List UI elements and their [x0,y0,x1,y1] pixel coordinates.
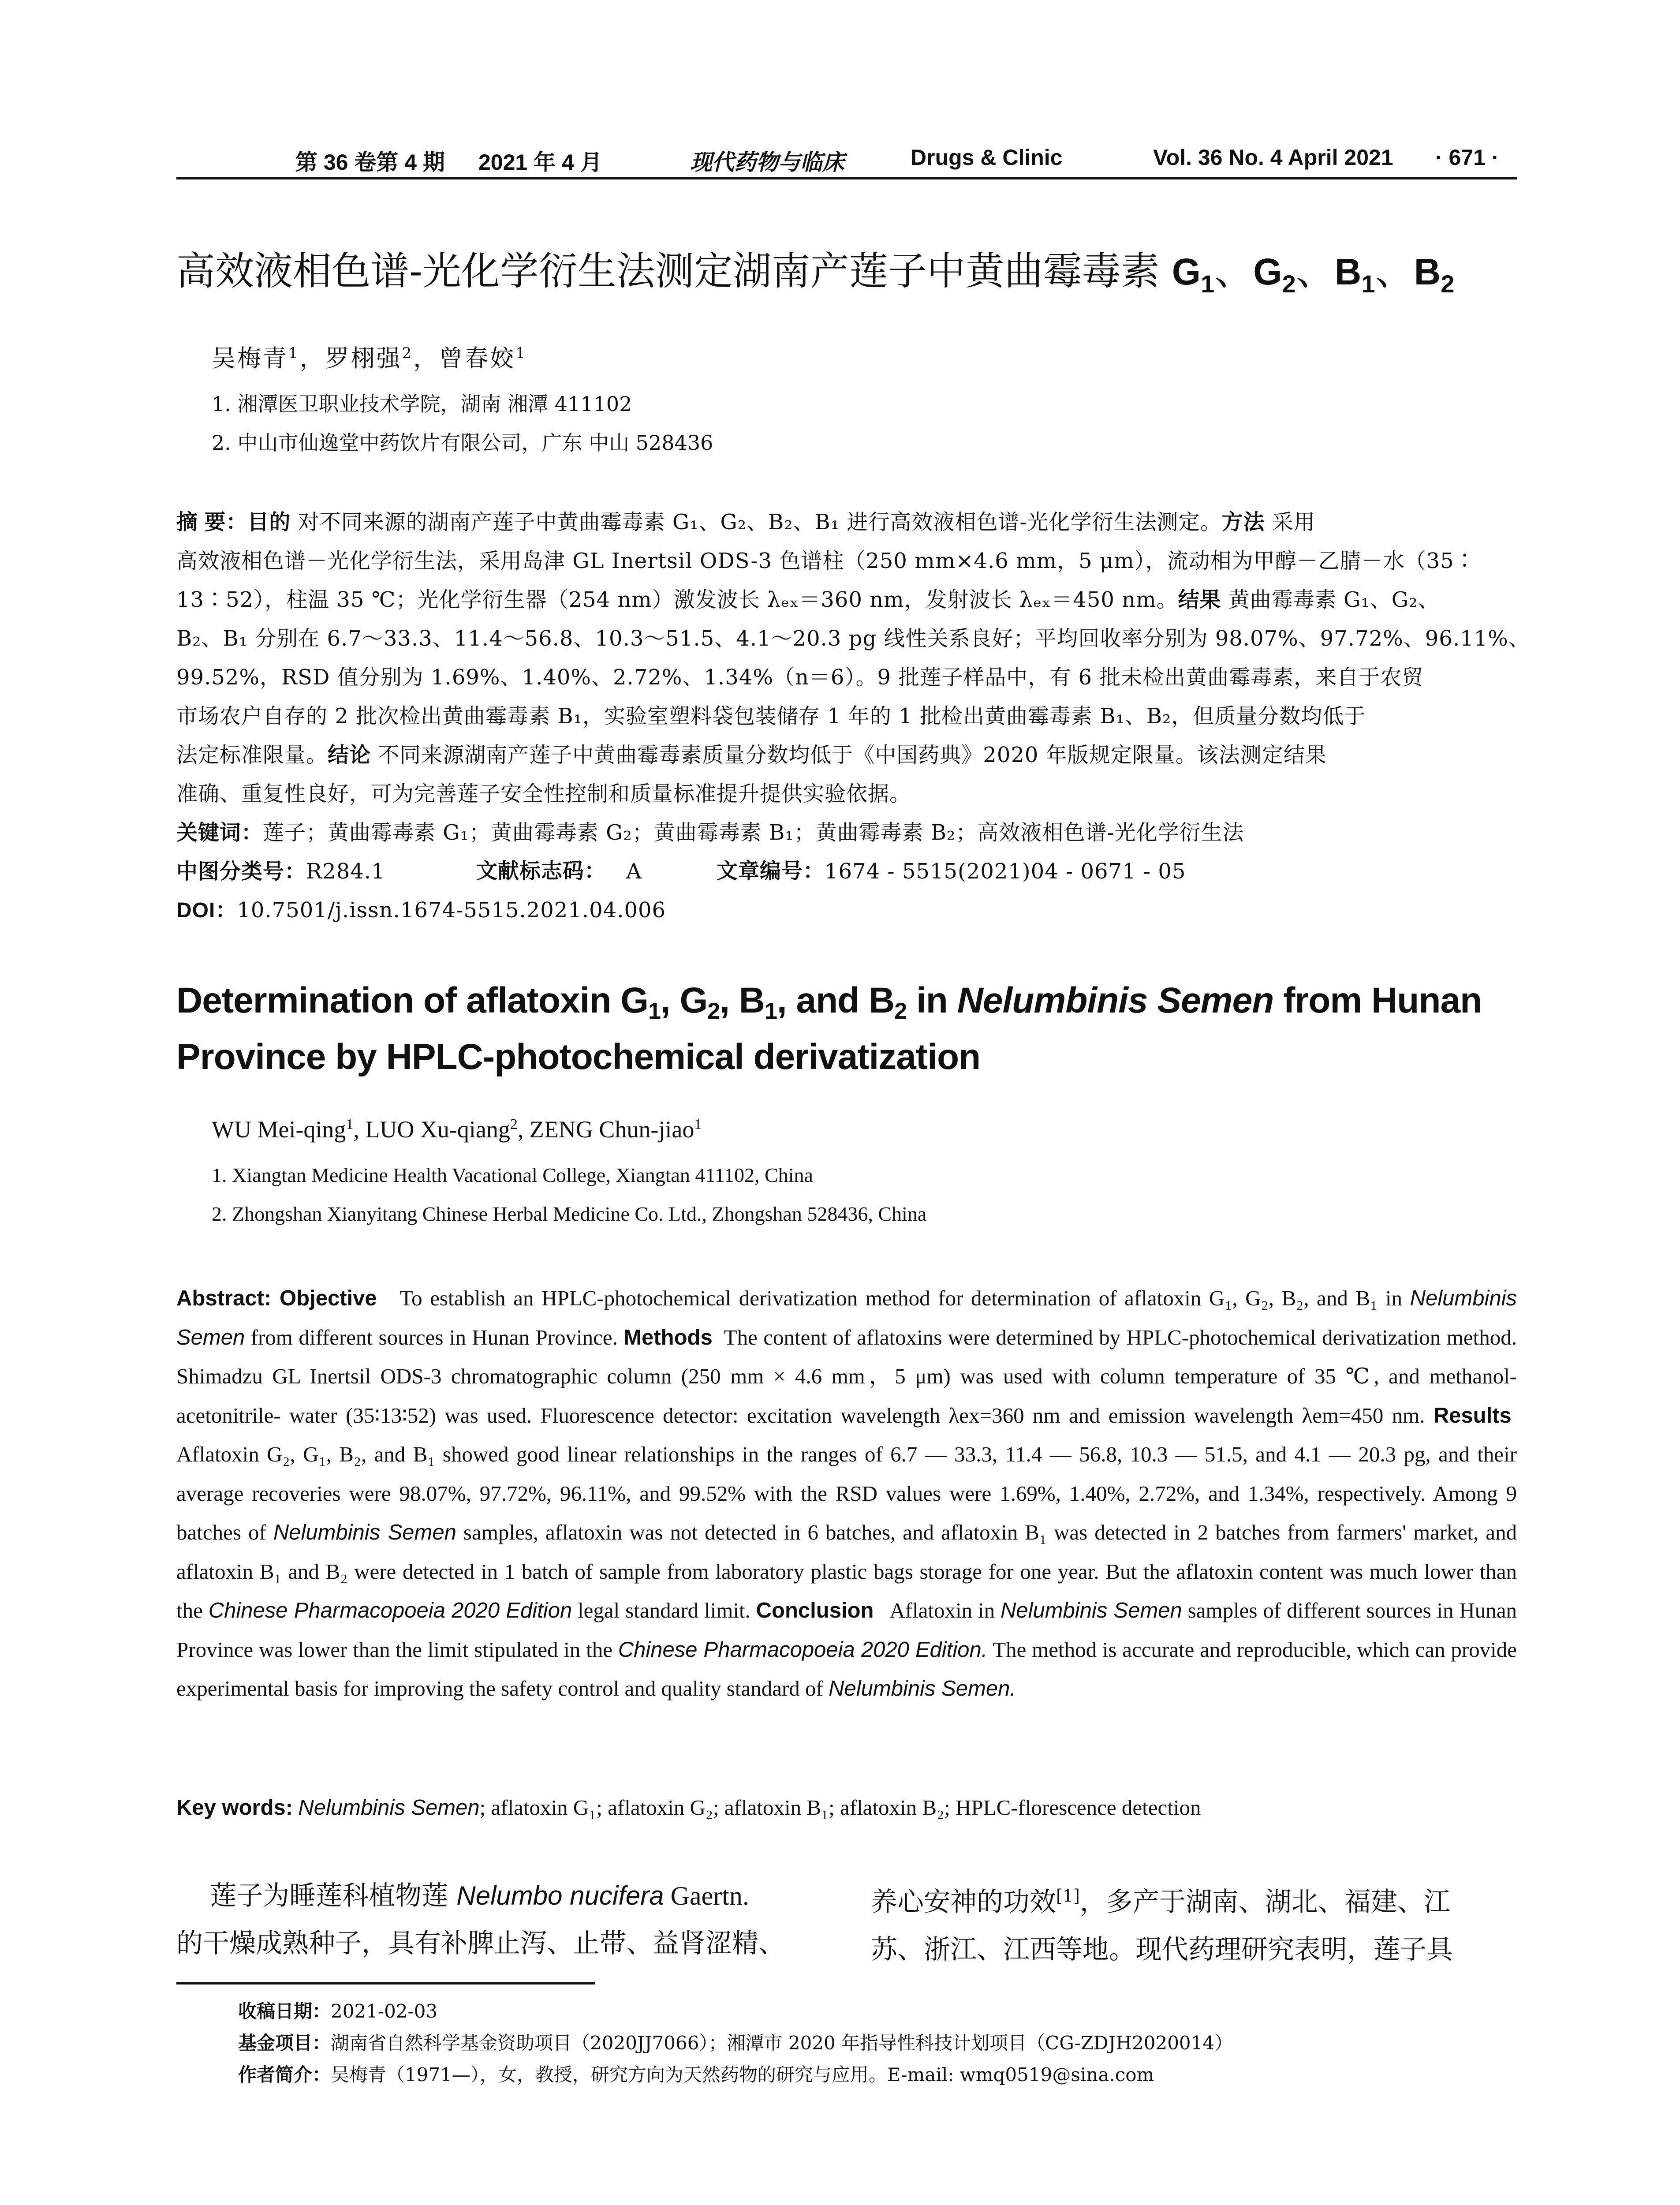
cn-keywords-text: 莲子；黄曲霉毒素 G₁；黄曲霉毒素 G₂；黄曲霉毒素 B₁；黄曲霉毒素 B₂；高效液相色谱-光化学衍生法 [263,820,1244,845]
footnote-text: 湖南省自然科学基金资助项目（2020JJ7066）；湘潭市 2020 年指导性科技计划项目（CG-ZDJH2020014） [331,2032,1233,2054]
cn-affiliation-1: 1. 湘潭医卫职业技术学院，湖南 湘潭 411102 [212,392,632,416]
cn-title-sep: 、 [1295,248,1335,294]
en-italic-term: Chinese Pharmacopoeia 2020 Edition. [618,1637,988,1662]
body-right-column [871,1872,1519,1973]
en-affiliation-2: 2. Zhongshan Xianyitang Chinese Herbal Medicine Co. Ltd., Zhongshan 528436, China [212,1203,927,1225]
en-title-text: , G [660,980,708,1020]
citation-ref[interactable]: [1] [1056,1886,1080,1906]
cn-author-1: 吴梅青 [212,344,288,372]
cn-abstract-line [176,580,1517,620]
cn-abstract-text: 法定标准限量。 [176,743,328,767]
cn-title [176,247,1517,300]
body-text: 莲子为睡莲科植物莲 [210,1880,457,1911]
cn-affiliation-2: 2. 中山市仙逸堂中药饮片有限公司，广东 中山 528436 [212,431,713,455]
cn-title-sub: 1 [1201,270,1215,298]
cn-authors [212,340,527,374]
cn-abstract-line: 99.52%，RSD 值分别为 1.69%、1.40%、2.72%、1.34%（n＝6）。9 批莲子样品中，有 6 批未检出黄曲霉毒素，来自于农贸 [176,665,1424,690]
article-no-label: 文章编号： [717,860,825,883]
body-paragraph-line: 的干燥成熟种子，具有补脾止泻、止带、益肾涩精、 [176,1928,785,1959]
en-italic-term: Nelumbinis Semen [1000,1599,1182,1622]
footnote-label: 收稿日期： [238,2001,331,2022]
en-keywords-italic: Nelumbinis Semen [298,1796,480,1820]
header-page-number: · 671 · [1435,145,1499,170]
cn-author-3: ，曾春姣 [413,344,516,372]
footnote-label: 基金项目： [238,2033,331,2053]
header-date-cn: 2021 年 4 月 [478,150,602,175]
cn-abstract-line: B₂、B₁ 分别在 6.7～33.3、11.4～56.8、10.3～51.5、4.1～20.3 pg 线性关系良好；平均回收率分别为 98.07%、97.72%、96.11%、 [176,626,1530,651]
body-paragraph-line [871,1872,1519,1926]
en-italic-term: Nelumbinis Semen. [829,1677,1016,1700]
en-results-text: Aflatoxin G₂, G₁, B₂, and B₁ showed good linear relationships in the ranges of 6.7 — 33.3, 11.4 — 56.8, 10.3 — 51.5, and 4.1 — 20.3 pg, and their average recoveries were 98.07%, 97.72%, 96.11%, and 99.52% with the RSD values were 1.69%, 1.40%, 2.72%, and 1.34%, respectively. Among 9 batches of [176,1442,1517,1544]
footnote-author [238,2060,1154,2087]
footnote-text: 吴梅青（1971—），女，教授，研究方向为天然药物的研究与应用。E-mail: wmq0519@sina.com [331,2064,1154,2085]
article-no-value: 1674 - 5515(2021)04 - 0671 - 05 [825,859,1186,884]
cn-abstract-text: 13∶52），柱温 35 ℃；光化学衍生器（254 nm）激发波长 λₑₓ＝360 nm，发射波长 λₑₓ＝450 nm。 [176,587,1178,612]
cn-abstract-line: 准确、重复性良好，可为完善莲子安全性控制和质量标准提升提供实验依据。 [176,781,911,806]
header-rule [176,177,1517,179]
en-title-sub: 2 [894,998,907,1024]
cn-conclusion-label: 结论 [328,744,371,767]
cn-author-2: ，罗栩强 [299,344,402,372]
cn-keywords-label: 关键词： [176,821,263,845]
cn-keywords [176,813,1517,852]
clc-label: 中图分类号： [176,860,306,883]
en-title-text: in [907,980,957,1020]
doi [176,891,1517,930]
cn-title-b1-letter: B [1334,251,1362,292]
cn-abstract-text: 采用 [1265,510,1315,534]
en-keywords-text: ; aflatoxin G₁; aflatoxin G₂; aflatoxin B₁; aflatoxin B₂; HPLC-florescence detection [479,1795,1201,1820]
footnote-rule [176,1982,595,1984]
body-left-column [176,1872,825,1967]
en-author-2: , LUO Xu-qiang [353,1116,510,1143]
cn-author-2-sup: 2 [402,344,414,362]
en-results-text: legal standard limit. [578,1598,750,1622]
body-text: 养心安神的功效 [871,1887,1056,1917]
clc-value: R284.1 [306,859,385,884]
en-author-1-sup: 1 [346,1116,354,1132]
en-author-3: , ZENG Chun-jiao [517,1116,694,1143]
cn-abstract-line [176,503,1517,542]
header-journal-cn: 现代药物与临床 [690,149,844,175]
en-title [176,975,1517,1083]
cn-title-g1-letter: G [1172,251,1201,292]
en-author-1: WU Mei-qing [212,1116,346,1143]
footnote-received [238,1997,437,2023]
body-paragraph-line [176,1872,825,1920]
cn-title-sub: 2 [1282,270,1296,298]
en-objective-label: Abstract: Objective [176,1286,377,1310]
en-keywords-label: Key words: [176,1796,293,1820]
footnote-fund [238,2029,1233,2055]
cn-title-sub: 2 [1441,270,1455,298]
en-results-label: Results [1433,1403,1512,1428]
cn-abstract-text: 对不同来源的湖南产莲子中黄曲霉毒素 G₁、G₂、B₂、B₁ 进行高效液相色谱-光化学衍生法测定。 [291,510,1222,534]
body-paragraph-line: 苏、浙江、江西等地。现代药理研究表明，莲子具 [871,1934,1453,1965]
cn-author-1-sup: 1 [288,344,300,362]
en-author-3-sup: 1 [694,1116,702,1132]
doc-code-value: A [626,859,642,884]
cn-abstract-label: 摘 要：目的 [176,511,291,534]
en-methods-label: Methods [623,1325,713,1349]
en-title-text: Determination of aflatoxin G [176,980,648,1020]
en-italic-term: Nelumbinis Semen [273,1521,456,1544]
cn-title-sep: 、 [1375,248,1414,294]
en-conclusion-text: samples of different sources in Hunan Province was lower than the limit stipulated in the [176,1598,1517,1662]
doc-code-label: 文献标志码： [476,860,606,883]
cn-title-sub: 1 [1361,270,1375,298]
body-text: Gaertn. [664,1881,749,1910]
cn-methods-label: 方法 [1221,511,1265,534]
cn-abstract-text: 不同来源湖南产莲子中黄曲霉毒素质量分数均低于《中国药典》2020 年版规定限量。该法测定结果 [371,743,1327,767]
en-italic-term: Chinese Pharmacopoeia 2020 Edition [208,1599,572,1622]
en-affiliation-1: 1. Xiangtan Medicine Health Vacational College, Xiangtan 411102, China [212,1164,813,1186]
en-italic-term: Nelumbinis Semen [176,1286,1517,1349]
en-conclusion-text: The method is accurate and reproducible, which can provide experimental basis for improving the safety control and quality standard of [176,1637,1517,1700]
cn-title-b2-letter: B [1414,251,1441,292]
cn-title-sep: 、 [1214,248,1254,294]
en-title-sub: 1 [648,998,661,1024]
en-results-text: samples, aflatoxin was not detected in 6 batches, and aflatoxin B₁ was detected in 2 batches from farmers' market, and aflatoxin B₁ and B₂ were detected in 1 batch of sample from laboratory plastic bags storage for one year. But the aflatoxin content was much lower than the [176,1520,1517,1622]
cn-title-main: 高效液相色谱-光化学衍生法测定湖南产莲子中黄曲霉毒素 [176,248,1172,294]
cn-abstract-line [176,736,1517,775]
cn-abstract-line: 高效液相色谱－光化学衍生法，采用岛津 GL Inertsil ODS-3 色谱柱（250 mm×4.6 mm，5 μm），流动相为甲醇－乙腈－水（35∶ [176,549,1476,573]
doi-value: 10.7501/j.issn.1674-5515.2021.04.006 [237,898,666,923]
en-title-sub: 2 [707,998,720,1024]
cn-classification [176,852,1517,891]
header-volume-cn: 第 36 卷第 4 期 [295,150,445,175]
header-volume-en: Vol. 36 No. 4 April 2021 [1153,145,1393,170]
header-journal-en: Drugs & Clinic [911,145,1063,170]
en-abstract [176,1279,1517,1708]
en-title-sub: 1 [765,998,777,1024]
body-italic-term: Nelumbo nucifera [456,1881,664,1910]
footnote-text: 2021-02-03 [331,2000,438,2022]
en-methods-text: The content of aflatoxins were determined by HPLC-photochemical derivatization method. Shimadzu GL Inertsil ODS-3 chromatographic column (250 mm × 4.6 mm，5 μm) was used with column temperature of 35 ℃, and methanol- acetonitrile- water (35∶13∶52) was used. Fluorescence detector: excitation wavelength λex=360 nm and emission wavelength λem=450 nm. [176,1325,1517,1428]
en-authors [212,1116,702,1143]
en-title-text: , and B [777,980,895,1020]
footnote-label: 作者简介： [238,2064,331,2085]
cn-results-label: 结果 [1178,588,1221,612]
cn-abstract-text: 黄曲霉毒素 G₁、G₂、 [1221,587,1440,612]
cn-author-3-sup: 1 [515,344,527,362]
en-author-2-sup: 2 [510,1116,518,1132]
body-text: ，多产于湖南、湖北、福建、江 [1079,1887,1450,1917]
en-conclusion-text: Aflatoxin in [889,1598,995,1622]
doi-label: DOI： [176,899,237,922]
en-objective-text: from different sources in Hunan Province. [250,1325,618,1349]
en-title-italic: Nelumbinis Semen [957,980,1274,1020]
en-title-text: from Hunan Province by HPLC-photochemical derivatization [176,980,1482,1077]
en-title-text: , B [720,980,765,1020]
cn-title-g2-letter: G [1253,251,1282,292]
running-header [176,141,1517,176]
en-conclusion-label: Conclusion [756,1599,874,1622]
en-objective-text: To establish an HPLC-photochemical derivatization method for determination of aflatoxin G₁, G₂, B₂, and B₁ in [399,1286,1403,1310]
cn-abstract-line: 市场农户自存的 2 批次检出黄曲霉毒素 B₁，实验室塑料袋包装储存 1 年的 1 批检出黄曲霉毒素 B₁、B₂，但质量分数均低于 [176,704,1366,729]
en-keywords [176,1795,1517,1820]
